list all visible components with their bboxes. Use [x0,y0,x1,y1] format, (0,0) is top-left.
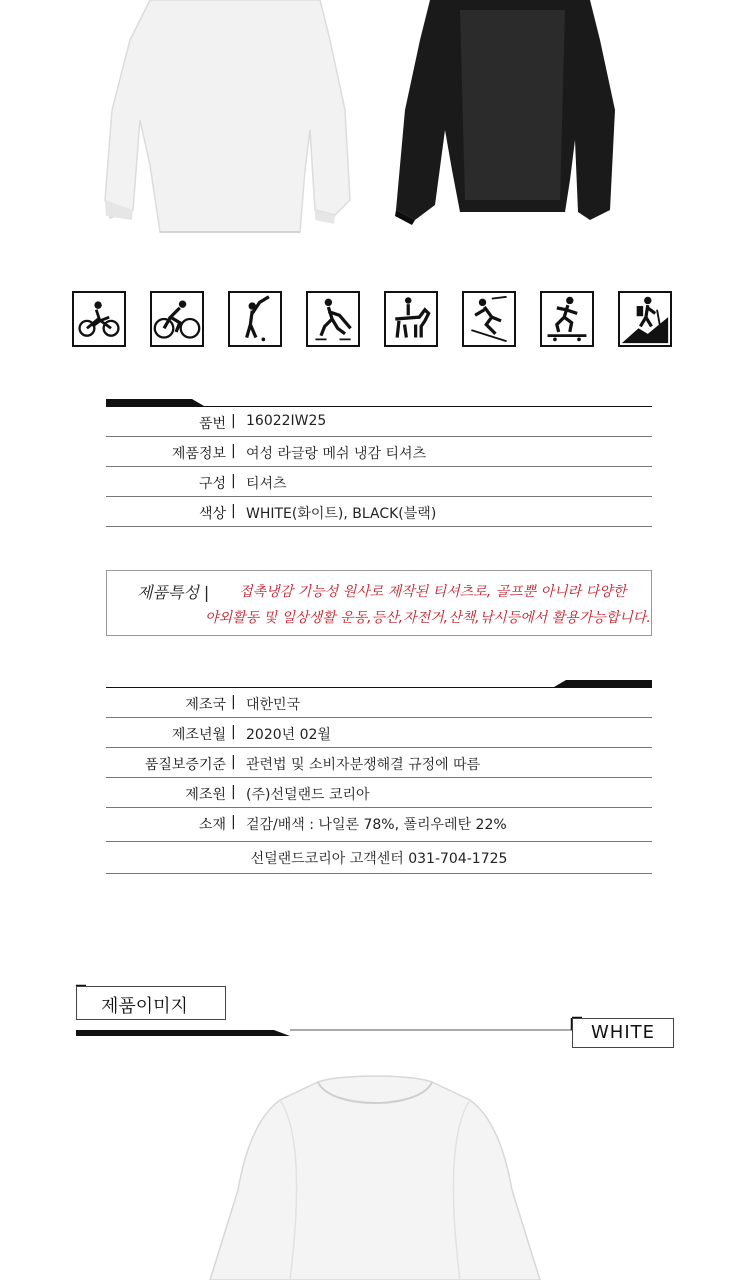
table-row: 제조국 | 대한민국 [106,688,652,718]
white-tee-main-image [0,1060,750,1280]
top-product-photos [0,0,750,250]
horse-riding-icon [384,291,438,347]
customer-center-row [106,842,652,874]
spec-table-top [106,407,652,527]
white-tee-image [105,0,350,232]
activity-icons [72,291,676,349]
section-title-box [76,986,226,1020]
black-tee-image [395,0,615,225]
feature-box [106,570,652,636]
golf-icon [228,291,282,347]
tee-photos [0,0,750,250]
table-row: 제조원 | (주)선덜랜드 코리아 [106,778,652,808]
cycling-icon [72,291,126,347]
table-row: 제품정보 | 여성 라글랑 메쉬 냉감 티셔츠 [106,437,652,467]
table-header-bar [106,399,652,407]
feature-text-line1: 접촉냉감 기능성 원사로 제작된 티셔츠로, 골프뿐 아니라 다양한 [239,584,627,600]
section-title: 제품이미지 [101,996,188,1017]
road-cycling-icon [150,291,204,347]
table-row: 품번 | 16022IW25 [106,407,652,437]
skiing-icon [462,291,516,347]
color-tag-box [572,1018,674,1048]
inline-skating-icon [306,291,360,347]
skateboarding-icon [540,291,594,347]
table-row: 품질보증기준 | 관련법 및 소비자분쟁해결 규정에 따름 [106,748,652,778]
table-row: 제조년월 | 2020년 02월 [106,718,652,748]
table-row: 소재 | 겉감/배색 : 나일론 78%, 폴리우레탄 22% [106,808,652,842]
feature-label: 제품특성 | [137,583,210,602]
color-tag: WHITE [590,1022,655,1043]
hiking-icon [618,291,672,347]
spec-table-bottom [106,688,652,874]
customer-center: 선덜랜드코리아 고객센터 031-704-1725 [250,851,508,867]
table-header-bar [106,680,652,688]
table-row: 구성 | 티셔츠 [106,467,652,497]
feature-text-line2: 야외활동 및 일상생활 운동,등산,자전거,산책,낚시등에서 활용가능합니다. [205,610,651,626]
table-row: 색상 | WHITE(화이트), BLACK(블랙) [106,497,652,527]
